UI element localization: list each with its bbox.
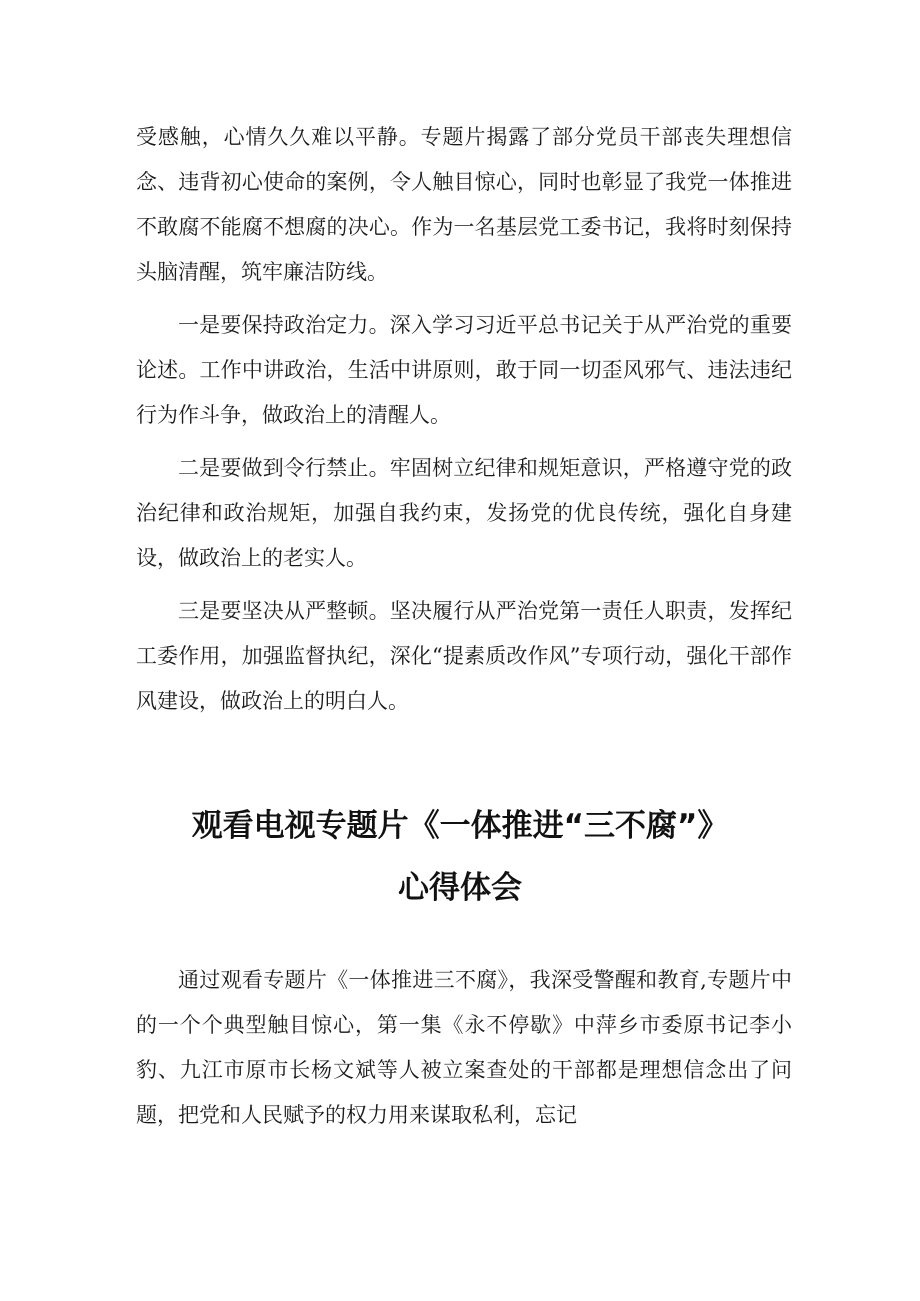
- paragraph-intro: 通过观看专题片《一体推进三不腐》，我深受警醒和教育,专题片中的一个个典型触目惊心，第一集《永不停歇》中萍乡市委原书记李小豹、九江市原市长杨文斌等人被立案查处的干部都是理想信念出了问题，把党和人民赋予的权力用来谋取私利，忘记: [136, 968, 792, 1127]
- body-section-new-article: [136, 958, 792, 1146]
- article-title-line-1: 观看电视专题片《一体推进“三不腐”》: [191, 808, 729, 844]
- paragraph-point-two: 二是要做到令行禁止。牢固树立纪律和规矩意识，严格遵守党的政治纪律和政治规矩，加强自我约束，发扬党的优良传统，强化自身建设，做政治上的老实人。: [136, 456, 792, 570]
- paragraph-continued: 受感触，心情久久难以平静。专题片揭露了部分党员干部丧失理想信念、违背初心使命的案例，令人触目惊心，同时也彰显了我党一体推进不敢腐不能腐不想腐的决心。作为一名基层党工委书记，我将时刻保持头脑清醒，筑牢廉洁防线。: [136, 125, 792, 284]
- paragraph-point-one: 一是要保持政治定力。深入学习习近平总书记关于从严治党的重要论述。工作中讲政治，生活中讲原则，敢于同一切歪风邪气、违法违纪行为作斗争，做政治上的清醒人。: [136, 313, 792, 427]
- body-section-previous-article: [136, 115, 792, 732]
- article-title: [100, 795, 820, 919]
- paragraph-point-three: 三是要坚决从严整顿。坚决履行从严治党第一责任人职责，发挥纪工委作用，加强监督执纪，深化“提素质改作风”专项行动，强化干部作风建设，做政治上的明白人。: [136, 599, 792, 713]
- article-title-line-2: 心得体会: [398, 870, 522, 906]
